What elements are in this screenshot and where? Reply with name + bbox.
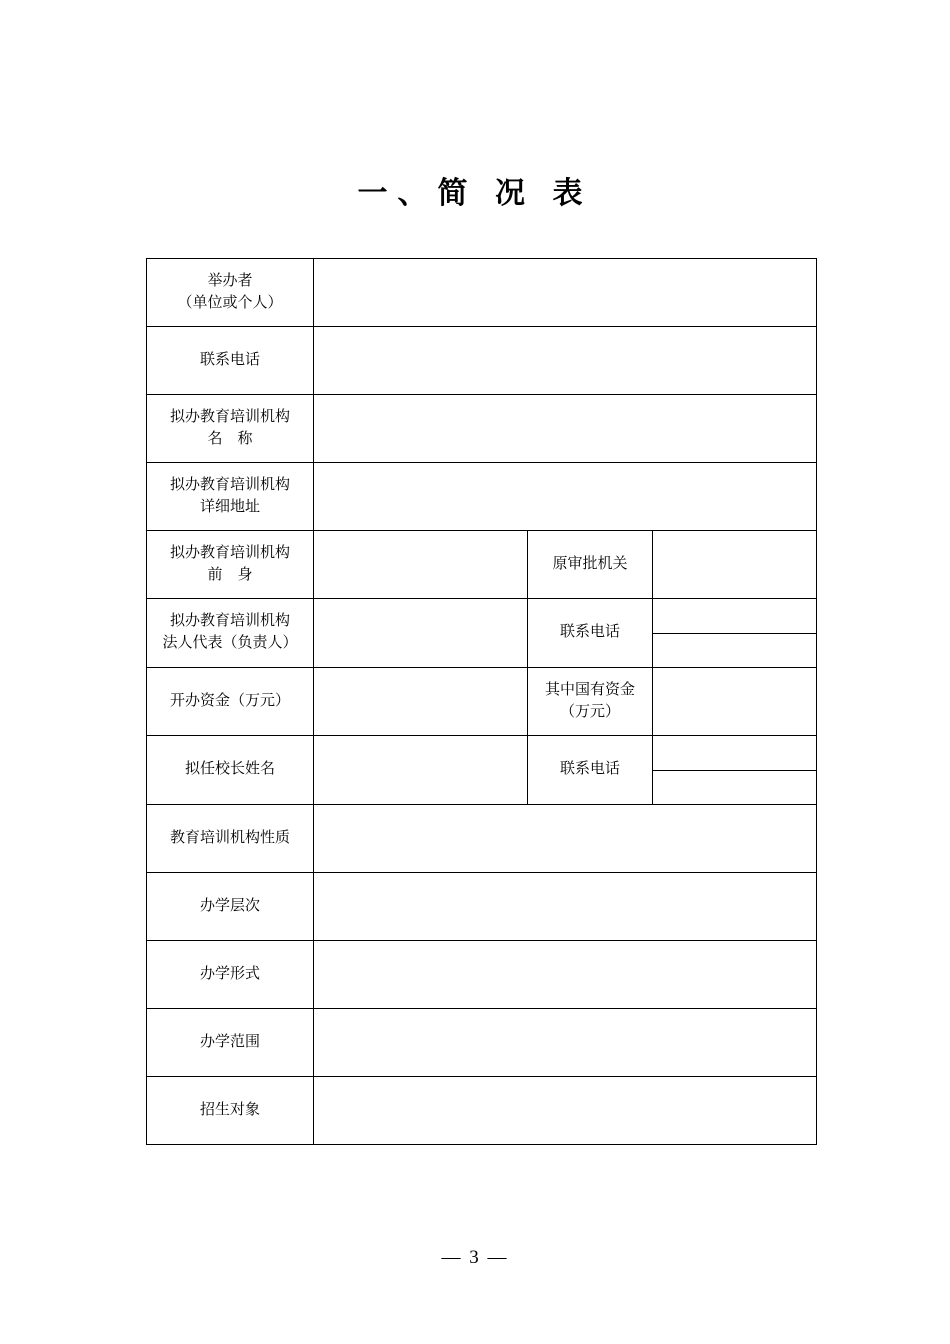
page-title: 一、简 况 表: [357, 177, 593, 210]
survey-table: [146, 258, 817, 1145]
row-label: [147, 395, 314, 463]
row-sub-label: [528, 599, 653, 668]
row-label-line: （单位或个人）: [177, 294, 283, 311]
row-sub-value-field[interactable]: [653, 599, 817, 668]
table-row: [147, 463, 817, 531]
row-value-field[interactable]: [314, 395, 817, 463]
row-label-line: 办学范围: [199, 1033, 260, 1050]
row-label-line: 教育培训机构性质: [169, 829, 290, 846]
row-sub-value-field[interactable]: [653, 668, 817, 736]
row-label-line: 拟任校长姓名: [184, 761, 275, 778]
row-sub-value-bottom[interactable]: [653, 634, 816, 667]
row-label-line: 拟办教育培训机构: [169, 476, 290, 493]
table-row: [147, 599, 817, 668]
table-row: [147, 805, 817, 873]
row-label: [147, 531, 314, 599]
row-sub-value-field[interactable]: [653, 736, 817, 805]
row-value-field[interactable]: [314, 463, 817, 531]
row-label: [147, 463, 314, 531]
row-label-line: 开办资金（万元）: [169, 692, 290, 709]
row-label: [147, 873, 314, 941]
table-row: [147, 1009, 817, 1077]
row-label-line: 联系电话: [199, 351, 260, 368]
row-value-field[interactable]: [314, 1009, 817, 1077]
row-label-line: 办学层次: [199, 897, 260, 914]
row-value-field[interactable]: [314, 805, 817, 873]
table-row: [147, 395, 817, 463]
row-sub-label-line: 其中国有资金: [544, 681, 635, 698]
row-label-line: 拟办教育培训机构: [169, 544, 290, 561]
row-sub-value-field[interactable]: [653, 531, 817, 599]
page-number: — 3 —: [441, 1247, 509, 1268]
row-label-line: 名 称: [207, 430, 253, 447]
row-sub-label: [528, 668, 653, 736]
row-sub-value-top: [653, 736, 816, 771]
table-row: [147, 1077, 817, 1145]
survey-form: [146, 258, 816, 1145]
table-row: [147, 327, 817, 395]
row-value-field[interactable]: [314, 941, 817, 1009]
table-row: [147, 736, 817, 805]
row-label-line: 详细地址: [199, 498, 260, 515]
table-row: [147, 531, 817, 599]
row-label: [147, 736, 314, 805]
row-label: [147, 599, 314, 668]
row-sub-label-line: 原审批机关: [552, 555, 628, 572]
row-value-field[interactable]: [314, 599, 528, 668]
row-label-line: 前 身: [207, 566, 253, 583]
row-label: [147, 805, 314, 873]
row-label: [147, 668, 314, 736]
row-label: [147, 1009, 314, 1077]
row-sub-value-top: [653, 599, 816, 634]
row-sub-label: [528, 531, 653, 599]
row-sub-label-line: （万元）: [559, 703, 620, 720]
row-label: [147, 259, 314, 327]
row-value-field[interactable]: [314, 327, 817, 395]
row-sub-value-bottom[interactable]: [653, 771, 816, 804]
row-label-line: 法人代表（负责人）: [162, 635, 298, 651]
row-label: [147, 1077, 314, 1145]
row-value-field[interactable]: [314, 736, 528, 805]
row-value-field[interactable]: [314, 1077, 817, 1145]
row-value-field[interactable]: [314, 668, 528, 736]
row-sub-label: [528, 736, 653, 805]
table-row: [147, 259, 817, 327]
row-label-line: 拟办教育培训机构: [169, 613, 290, 630]
row-label: [147, 327, 314, 395]
row-value-field[interactable]: [314, 259, 817, 327]
row-label-line: 招生对象: [199, 1101, 260, 1118]
survey-table-body: [147, 259, 817, 1145]
row-label: [147, 941, 314, 1009]
table-row: [147, 668, 817, 736]
row-sub-label-line: 联系电话: [559, 624, 620, 641]
row-sub-label-line: 联系电话: [559, 761, 620, 778]
table-row: [147, 941, 817, 1009]
row-label-line: 拟办教育培训机构: [169, 408, 290, 425]
row-value-field[interactable]: [314, 873, 817, 941]
row-value-field[interactable]: [314, 531, 528, 599]
row-label-line: 举办者: [207, 272, 253, 289]
table-row: [147, 873, 817, 941]
row-label-line: 办学形式: [199, 965, 260, 982]
